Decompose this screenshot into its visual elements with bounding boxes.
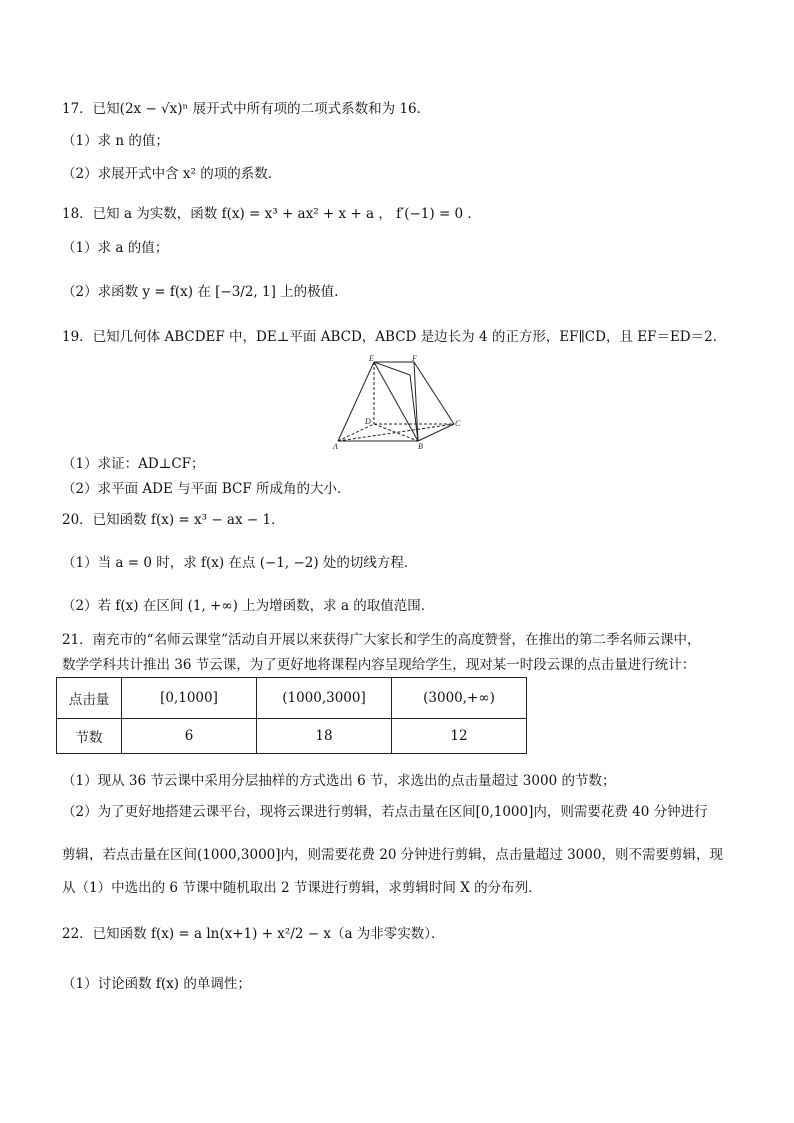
geometry-figure	[330, 352, 465, 452]
q21-stem-line1: 21．南充市的“名师云课堂”活动自开展以来获得广大家长和学生的高度赞誉，在推出的第二季名师云课中，	[62, 632, 701, 648]
table-cell: [0,1000]	[122, 678, 257, 719]
q20-stem: 20．已知函数 f(x) = x³ − ax − 1．	[62, 512, 285, 528]
table-cell: 12	[392, 719, 527, 754]
q17-part1: （1）求 n 的值；	[62, 133, 169, 149]
q21-part2-line1: （2）为了更好地搭建云课平台，现将云课进行剪辑，若点击量在区间[0,1000]内，则需要花费 40 分钟进行	[62, 804, 708, 820]
table-cell: (1000,3000]	[257, 678, 392, 719]
table-cell: 点击量	[57, 678, 122, 719]
label-E: E	[369, 354, 374, 363]
table-cell: 18	[257, 719, 392, 754]
table-header-row	[57, 678, 527, 719]
q17-part2: （2）求展开式中含 x² 的项的系数．	[62, 166, 282, 182]
q19-part1: （1）求证：AD⊥CF；	[62, 456, 205, 472]
q19-stem: 19．已知几何体 ABCDEF 中，DE⊥平面 ABCD，ABCD 是边长为 4 的正方形，EF∥CD，且 EF＝ED＝2．	[62, 329, 727, 345]
q22-stem: 22．已知函数 f(x) = a ln(x+1) + x²/2 − x（a 为非零实数）．	[62, 926, 445, 942]
q17-stem: 17．已知(2x − √x)ⁿ 展开式中所有项的二项式系数和为 16．	[62, 101, 431, 117]
label-F: F	[412, 354, 417, 363]
table-row	[57, 719, 527, 754]
q18-stem: 18．已知 a 为实数，函数 f(x) = x³ + ax² + x + a ， f′(−1) = 0 ．	[62, 206, 481, 222]
table-cell: 6	[122, 719, 257, 754]
q21-part2-line2: 剪辑，若点击量在区间(1000,3000]内，则需要花费 20 分钟进行剪辑，点击量超过 3000，则不需要剪辑，现	[62, 847, 723, 863]
q18-part1: （1）求 a 的值；	[62, 240, 169, 256]
label-B: B	[418, 442, 423, 451]
q22-part1: （1）讨论函数 f(x) 的单调性；	[62, 976, 251, 992]
table-cell: (3000,+∞)	[392, 678, 527, 719]
q21-stem-line2: 数学学科共计推出 36 节云课，为了更好地将课程内容呈现给学生，现对某一时段云课的点击量进行统计：	[62, 657, 696, 673]
q20-part1: （1）当 a = 0 时，求 f(x) 在点 (−1, −2) 处的切线方程．	[62, 555, 418, 571]
q18-part2: （2）求函数 y = f(x) 在 [−3/2, 1] 上的极值.	[62, 284, 339, 300]
label-C: C	[455, 419, 461, 428]
q21-part1: （1）现从 36 节云课中采用分层抽样的方式选出 6 节，求选出的点击量超过 3000 的节数；	[62, 773, 616, 789]
table-cell: 节数	[57, 719, 122, 754]
click-count-table	[56, 677, 527, 754]
q19-part2: （2）求平面 ADE 与平面 BCF 所成角的大小．	[62, 481, 351, 497]
label-D: D	[365, 417, 371, 426]
q21-part2-line3: 从（1）中选出的 6 节课中随机取出 2 节课进行剪辑，求剪辑时间 X 的分布列．	[62, 880, 542, 896]
q20-part2: （2）若 f(x) 在区间 (1, +∞) 上为增函数，求 a 的取值范围．	[62, 598, 435, 614]
label-A: A	[333, 442, 338, 451]
